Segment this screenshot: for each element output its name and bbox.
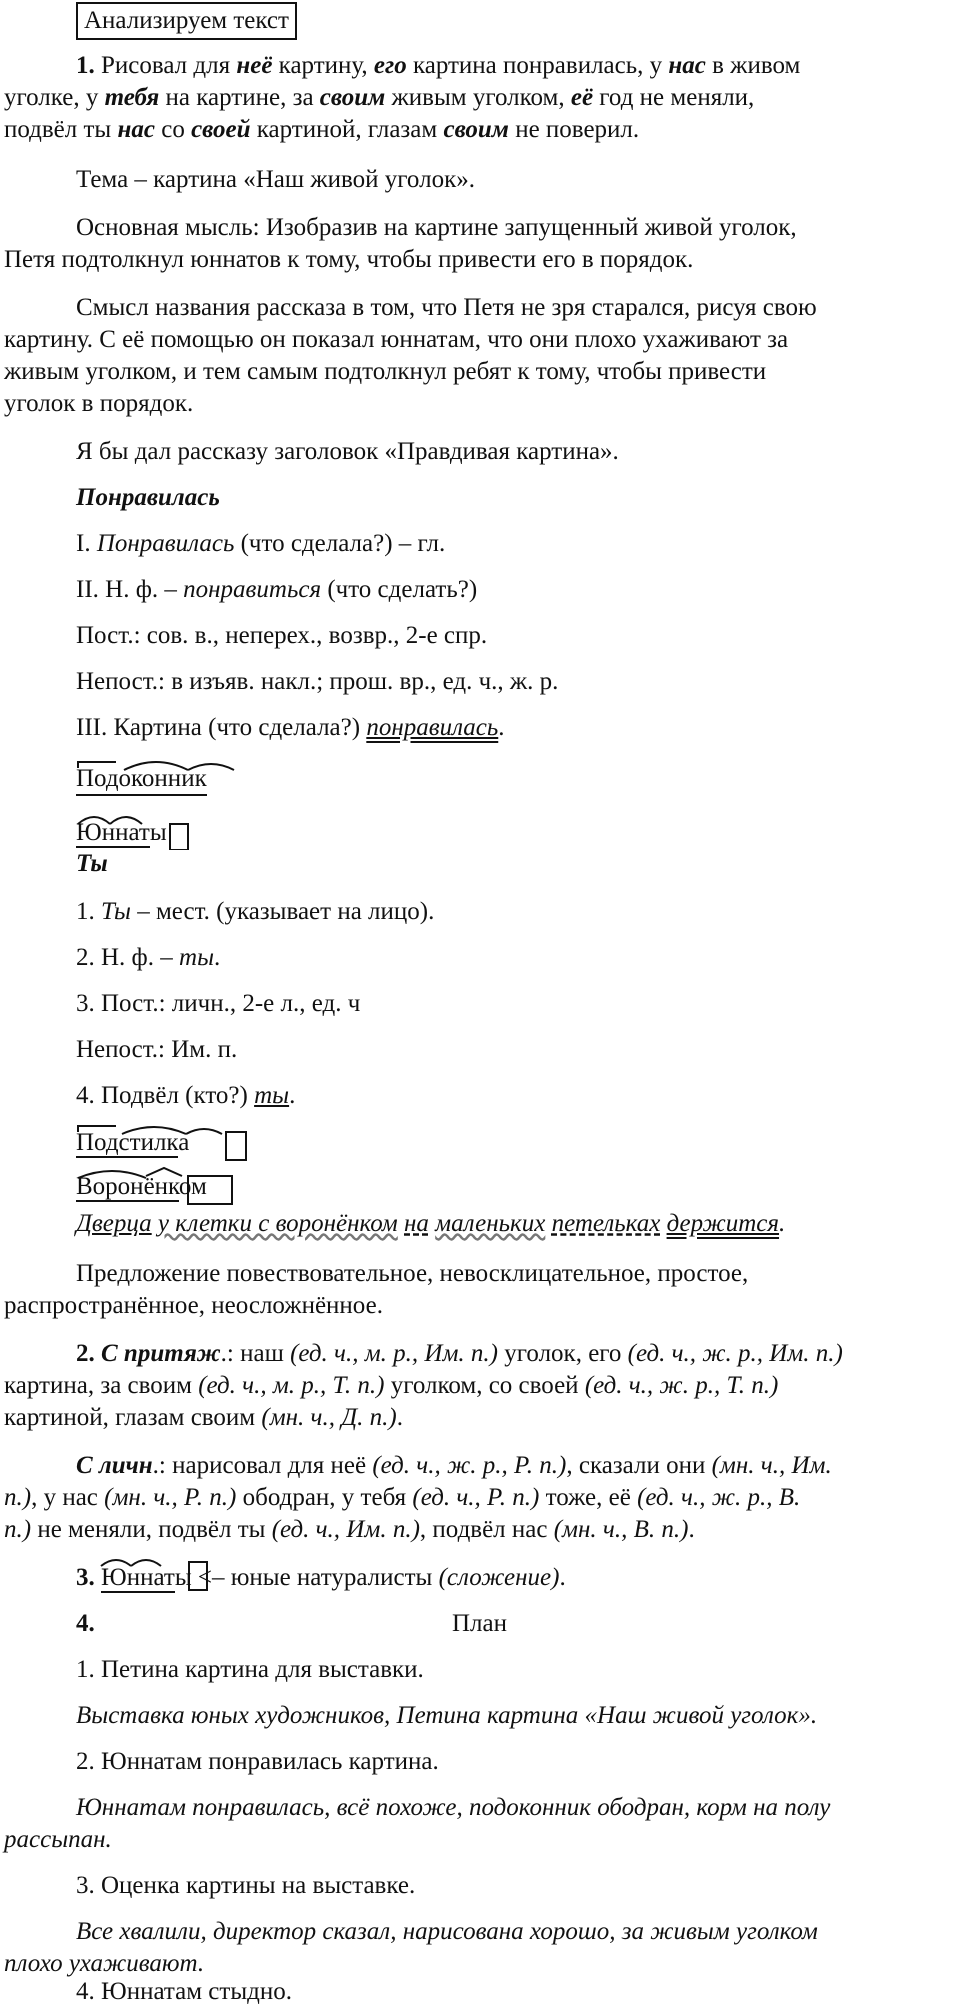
word bbox=[76, 818, 167, 848]
text-fragment: Рисовал для bbox=[94, 52, 237, 79]
word-ending: ы bbox=[174, 1564, 192, 1591]
ex2b-line-1 bbox=[76, 1450, 832, 1482]
text-fragment: уголок, его bbox=[498, 1340, 628, 1367]
title-meaning-line-2: картину. С её помощью он показал юннатам, что они плохо ухаживают за bbox=[4, 326, 789, 353]
title-suggestion: Я бы дал рассказу заголовок «Правдивая картина». bbox=[76, 438, 619, 465]
pronoun: его bbox=[373, 52, 407, 79]
word-stem: Подстилк bbox=[76, 1129, 179, 1156]
plan-item-1-text: Выставка юных художников, Петина картина «Наш живой уголок». bbox=[76, 1702, 818, 1729]
grammar-note: (мн. ч., Им. bbox=[711, 1452, 832, 1479]
text-fragment: . bbox=[779, 1210, 786, 1237]
grammar-note: (мн. ч., В. п.) bbox=[553, 1516, 689, 1543]
text-fragment: картина понравилась, у bbox=[406, 52, 669, 79]
ex2b-line-3 bbox=[4, 1514, 695, 1546]
pronoun: её bbox=[570, 84, 594, 111]
parsed-word: Понравилась bbox=[96, 530, 235, 557]
pronoun: тебя bbox=[104, 84, 160, 111]
pronoun-parse-4 bbox=[76, 1080, 295, 1112]
pronoun: своей bbox=[191, 116, 251, 143]
text-fragment: уголком, со своей bbox=[384, 1372, 585, 1399]
word-ending: ом bbox=[178, 1173, 207, 1200]
text-fragment: картиной, глазам своим bbox=[4, 1404, 262, 1431]
predicate-word: понравилась bbox=[366, 714, 499, 741]
text-fragment: тоже, её bbox=[539, 1484, 638, 1511]
text-fragment: . bbox=[559, 1564, 566, 1591]
text-fragment: не поверил. bbox=[508, 116, 640, 143]
initial-form: ты bbox=[179, 944, 215, 971]
personal-label: С личн bbox=[76, 1452, 153, 1479]
grammar-note: (ед. ч., м. р., Им. п.) bbox=[290, 1340, 499, 1367]
plan-item-2-text-2: рассыпан. bbox=[4, 1826, 112, 1853]
morpheme-marks bbox=[99, 1554, 209, 1594]
text-fragment: II. Н. ф. – bbox=[76, 576, 184, 603]
ex1-line-1 bbox=[76, 50, 800, 82]
verb-parse-permanent: Пост.: сов. в., неперех., возвр., 2-е спр. bbox=[76, 622, 488, 649]
stem-underline bbox=[76, 764, 207, 796]
preposition: на bbox=[404, 1210, 429, 1237]
subject-word: ты bbox=[254, 1082, 290, 1109]
text-fragment: I. bbox=[76, 530, 97, 557]
sentence-description-line-1: Предложение повествовательное, невосклицательное, простое, bbox=[76, 1260, 749, 1287]
word bbox=[76, 1128, 189, 1158]
text-fragment: .: нарисовал для неё bbox=[152, 1452, 373, 1479]
word-stem: Юннат bbox=[76, 819, 150, 846]
word bbox=[76, 1172, 207, 1202]
plan-item-4: 4. Юннатам стыдно. bbox=[76, 1978, 292, 2005]
pronoun-parse-2 bbox=[76, 942, 220, 974]
text-fragment: год не меняли, bbox=[593, 84, 755, 111]
pronoun: нас bbox=[117, 116, 155, 143]
ex2-number: 2. bbox=[76, 1340, 95, 1367]
text-fragment: в живом bbox=[705, 52, 801, 79]
text-fragment: – мест. (указывает на лицо). bbox=[130, 898, 435, 925]
grammar-note: (ед. ч., ж. р., В. bbox=[637, 1484, 801, 1511]
verb-parse-heading: Понравилась bbox=[76, 484, 220, 511]
pronoun-parse-variable: Непост.: Им. п. bbox=[76, 1036, 238, 1063]
grammar-note: (ед. ч., ж. р., Р. п.) bbox=[372, 1452, 567, 1479]
text-fragment: . bbox=[498, 714, 505, 741]
text-fragment: (что сделать?) bbox=[321, 576, 478, 603]
sentence-description-line-2: распространённое, неосложнённое. bbox=[4, 1292, 383, 1319]
plan-item-3-text-2: плохо ухаживают. bbox=[4, 1950, 205, 1977]
sentence-parse bbox=[76, 1208, 785, 1240]
text-fragment: , у нас bbox=[31, 1484, 105, 1511]
text-fragment: уголке, у bbox=[4, 84, 105, 111]
ex3-number: 3. bbox=[76, 1564, 95, 1591]
ending-box bbox=[189, 1562, 207, 1590]
plan-item-3: 3. Оценка картины на выставке. bbox=[76, 1872, 416, 1899]
attribute: маленьких bbox=[435, 1210, 546, 1237]
text-fragment: картину, bbox=[272, 52, 374, 79]
subject: Дверца bbox=[76, 1210, 152, 1237]
verb-parse-iii bbox=[76, 712, 505, 744]
initial-form: понравиться bbox=[183, 576, 322, 603]
title-meaning-line-3: живым уголком, и тем самым подтолкнул ребят к тому, чтобы привести bbox=[4, 358, 767, 385]
grammar-note: (ед. ч., ж. р., Им. п.) bbox=[627, 1340, 843, 1367]
root-mark bbox=[131, 1560, 161, 1566]
ex1-number: 1. bbox=[76, 52, 95, 79]
word-ending: а bbox=[178, 1129, 190, 1156]
ex2-line-2 bbox=[4, 1370, 778, 1402]
theme-line: Тема – картина «Наш живой уголок». bbox=[76, 166, 475, 193]
text-fragment: со bbox=[154, 116, 192, 143]
text-fragment: 2. Н. ф. – bbox=[76, 944, 180, 971]
main-idea-line-2: Петя подтолкнул юннатов к тому, чтобы привести его в порядок. bbox=[4, 246, 694, 273]
text-fragment: ободран, у тебя bbox=[236, 1484, 413, 1511]
pronoun: нас bbox=[668, 52, 706, 79]
plan-item-2-text-1: Юннатам понравилась, всё похоже, подоконник ободран, корм на полу bbox=[76, 1794, 831, 1821]
grammar-note: (ед. ч., Им. п.) bbox=[271, 1516, 420, 1543]
word-root: Ворон bbox=[76, 1173, 144, 1200]
ex2b-line-2 bbox=[4, 1482, 800, 1514]
ex3-line bbox=[76, 1562, 566, 1594]
text-fragment: . bbox=[289, 1082, 296, 1109]
text-fragment: живым уголком, bbox=[385, 84, 571, 111]
predicate: держится bbox=[666, 1210, 780, 1237]
grammar-note: (ед. ч., м. р., Т. п.) bbox=[198, 1372, 385, 1399]
grammar-note: п.) bbox=[4, 1484, 32, 1511]
pronoun: своим bbox=[319, 84, 386, 111]
verb-parse-i bbox=[76, 528, 445, 560]
main-idea-line-1: Основная мысль: Изобразив на картине запущенный живой уголок, bbox=[76, 214, 797, 241]
grammar-note: (ед. ч., Р. п.) bbox=[412, 1484, 540, 1511]
ex4-number bbox=[76, 1608, 95, 1640]
section-title: Анализируем текст bbox=[76, 2, 297, 40]
morpheme-word-yunnaty bbox=[101, 1562, 192, 1594]
root-mark bbox=[101, 1560, 131, 1566]
grammar-note: (мн. ч., Р. п.) bbox=[104, 1484, 237, 1511]
verb-parse-variable: Непост.: в изъяв. накл.; прош. вр., ед. ч., ж. р. bbox=[76, 668, 559, 695]
text-fragment: III. Картина (что сделала?) bbox=[76, 714, 367, 741]
pronoun: неё bbox=[236, 52, 273, 79]
attribute-phrase: у клетки с воронёнком bbox=[157, 1210, 398, 1237]
text-fragment: . bbox=[214, 944, 221, 971]
ending-box bbox=[170, 824, 188, 850]
pronoun-parse-1 bbox=[76, 896, 434, 928]
plan-item-1: 1. Петина картина для выставки. bbox=[76, 1656, 424, 1683]
pronoun: своим bbox=[443, 116, 509, 143]
ex4-number-label: 4. bbox=[76, 1610, 95, 1637]
text-fragment: .: наш bbox=[220, 1340, 291, 1367]
text-fragment: картина, за своим bbox=[4, 1372, 199, 1399]
text-fragment: <– юные натуралисты bbox=[191, 1564, 439, 1591]
text-fragment: . bbox=[396, 1404, 403, 1431]
ex2-line-3 bbox=[4, 1402, 403, 1434]
suffix-mark bbox=[186, 1129, 222, 1134]
grammar-note: п.) bbox=[4, 1516, 32, 1543]
title-meaning-line-1: Смысл названия рассказа в том, что Петя не зря старался, рисуя свою bbox=[76, 294, 817, 321]
parsed-word: Ты bbox=[101, 898, 131, 925]
word-stem: Юннат bbox=[101, 1564, 175, 1591]
word-ending: ы bbox=[149, 819, 167, 846]
verb-parse-ii bbox=[76, 574, 477, 606]
adverbial: петельках bbox=[551, 1210, 661, 1237]
text-fragment: на картине, за bbox=[159, 84, 320, 111]
word-suffix: ёнк bbox=[143, 1173, 179, 1200]
word-stem: Подоконник bbox=[76, 765, 207, 792]
plan-item-3-text-1: Все хвалили, директор сказал, нарисована хорошо, за живым уголком bbox=[76, 1918, 818, 1945]
text-fragment: не меняли, подвёл ты bbox=[31, 1516, 272, 1543]
plan-item-2: 2. Юннатам понравилась картина. bbox=[76, 1748, 439, 1775]
ex1-line-2 bbox=[4, 82, 754, 114]
text-fragment: , подвёл нас bbox=[419, 1516, 554, 1543]
pronoun-parse-3: 3. Пост.: личн., 2-е л., ед. ч bbox=[76, 990, 361, 1017]
pronoun-parse-heading: Ты bbox=[76, 850, 108, 877]
grammar-note: (ед. ч., ж. р., Т. п.) bbox=[584, 1372, 779, 1399]
plan-heading: План bbox=[452, 1610, 508, 1637]
title-meaning-line-4: уголок в порядок. bbox=[4, 390, 194, 417]
text-fragment: подвёл ты bbox=[4, 116, 118, 143]
text-fragment: картиной, глазам bbox=[250, 116, 444, 143]
text-fragment: 1. bbox=[76, 898, 101, 925]
grammar-note: (мн. ч., Д. п.) bbox=[261, 1404, 397, 1431]
possessive-label: С притяж bbox=[94, 1340, 221, 1367]
text-fragment: . bbox=[688, 1516, 695, 1543]
ex1-line-3 bbox=[4, 114, 639, 146]
text-fragment: 4. Подвёл (кто?) bbox=[76, 1082, 255, 1109]
ending-box bbox=[226, 1132, 246, 1160]
ex2-line-1 bbox=[76, 1338, 843, 1370]
text-fragment: (что сделала?) – гл. bbox=[234, 530, 446, 557]
formation-note: (сложение) bbox=[438, 1564, 560, 1591]
text-fragment: , сказали они bbox=[566, 1452, 712, 1479]
